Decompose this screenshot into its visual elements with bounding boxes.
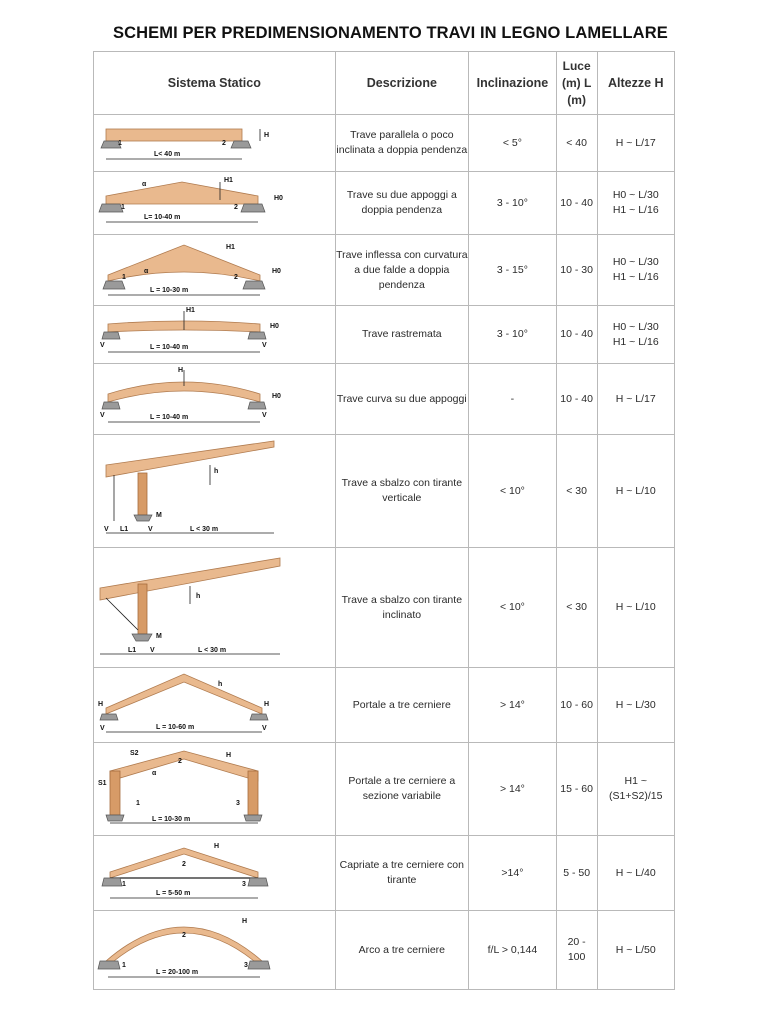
cell-altezze: H0 ~ L/30 H1 ~ L/16 (597, 172, 675, 235)
table-row (94, 115, 675, 172)
cell-descrizione: Trave rastremata (335, 306, 469, 364)
label-h: H (178, 367, 184, 374)
label-h1: H1 (186, 307, 195, 314)
scheme-curved-double-pitch-beam (94, 235, 336, 306)
scheme-diagram (94, 364, 331, 434)
cell-luce: 5 - 50 (556, 836, 597, 911)
label-v-left: V (104, 526, 109, 533)
cell-altezze: H0 ~ L/30 H1 ~ L/16 (597, 306, 675, 364)
label-span: L = 5-50 m (156, 890, 191, 897)
label-support-1: 1 (136, 800, 140, 807)
scheme-diagram (94, 668, 331, 742)
label-s1: S1 (98, 780, 107, 787)
label-l1: L1 (120, 526, 129, 533)
label-h: H (242, 918, 248, 925)
scheme-three-hinged-arch (94, 911, 336, 990)
page-title: SCHEMI PER PREDIMENSIONAMENTO TRAVI IN LEGNO LAMELLARE (113, 24, 668, 42)
label-m: M (156, 512, 162, 519)
cell-luce: < 30 (556, 548, 597, 668)
label-span: L = 10-60 m (156, 724, 195, 731)
label-v-right: V (262, 412, 267, 419)
label-support-1: 1 (122, 881, 126, 888)
label-h1: H1 (226, 244, 235, 251)
table-header-row (94, 52, 675, 115)
scheme-diagram (94, 548, 331, 667)
label-h-left: H (98, 701, 104, 708)
label-h0: H0 (272, 268, 281, 275)
cell-luce: 15 - 60 (556, 743, 597, 836)
scheme-cantilever-vertical-tie (94, 435, 336, 548)
header-luce: Luce (m) L (m) (556, 52, 597, 115)
label-h: h (214, 468, 219, 475)
scheme-diagram (94, 172, 331, 234)
label-span: L = 10-30 m (150, 287, 189, 294)
label-h: H (214, 843, 220, 850)
table-row (94, 435, 675, 548)
beam-schemes-table (93, 51, 675, 990)
cell-luce: 10 - 40 (556, 306, 597, 364)
label-h-right: H (264, 701, 270, 708)
cell-descrizione: Portale a tre cerniere a sezione variabile (335, 743, 469, 836)
scheme-diagram (94, 235, 331, 305)
scheme-double-pitch-beam (94, 172, 336, 235)
label-support-2: 2 (234, 274, 238, 281)
cell-descrizione: Portale a tre cerniere (335, 668, 469, 743)
scheme-cantilever-inclined-tie (94, 548, 336, 668)
cell-descrizione: Trave parallela o poco inclinata a doppia pendenza (335, 115, 469, 172)
label-span: L < 30 m (198, 647, 227, 654)
scheme-truss-with-tie (94, 836, 336, 911)
cell-inclinazione: 3 - 10° (469, 306, 557, 364)
cell-inclinazione: 3 - 15° (469, 235, 557, 306)
cell-altezze: H ~ L/50 (597, 911, 675, 990)
label-h1: H1 (224, 177, 233, 184)
scheme-variable-section-portal (94, 743, 336, 836)
label-angle: α (152, 770, 157, 777)
cell-altezze: H0 ~ L/30 H1 ~ L/16 (597, 235, 675, 306)
cell-luce: 10 - 30 (556, 235, 597, 306)
label-span: L = 10-40 m (150, 344, 189, 351)
label-l1: L1 (128, 647, 137, 654)
label-height: H (264, 132, 270, 139)
label-h0: H0 (270, 323, 279, 330)
label-support-1: 1 (122, 962, 126, 969)
label-h: h (196, 593, 201, 600)
label-v-left: V (100, 725, 105, 732)
table-row (94, 235, 675, 306)
label-s2: S2 (130, 750, 139, 757)
cell-luce: 20 - 100 (556, 911, 597, 990)
scheme-diagram (94, 115, 331, 171)
cell-inclinazione: < 5° (469, 115, 557, 172)
cell-luce: 10 - 40 (556, 364, 597, 435)
label-h-section: h (218, 681, 223, 688)
header-altezze: Altezze H (597, 52, 675, 115)
label-span: L = 10-30 m (152, 816, 191, 823)
cell-altezze: H ~ L/10 (597, 548, 675, 668)
label-support-1: 1 (122, 274, 126, 281)
table-row (94, 836, 675, 911)
label-h0: H0 (272, 393, 281, 400)
label-angle: α (144, 268, 149, 275)
label-m: M (156, 633, 162, 640)
cell-luce: < 40 (556, 115, 597, 172)
label-v-right: V (262, 725, 267, 732)
label-h0: H0 (274, 195, 283, 202)
scheme-tapered-beam (94, 306, 336, 364)
cell-altezze: H ~ L/10 (597, 435, 675, 548)
cell-descrizione: Trave su due appoggi a doppia pendenza (335, 172, 469, 235)
label-v-right: V (262, 342, 267, 349)
scheme-parallel-beam (94, 115, 336, 172)
cell-altezze: H ~ L/17 (597, 364, 675, 435)
label-v-left: V (100, 342, 105, 349)
label-support-2: 2 (222, 140, 226, 147)
cell-inclinazione: f/L > 0,144 (469, 911, 557, 990)
cell-descrizione: Trave curva su due appoggi (335, 364, 469, 435)
label-span: L < 30 m (190, 526, 219, 533)
cell-descrizione: Trave inflessa con curvatura a due falde a doppia pendenza (335, 235, 469, 306)
table-row (94, 306, 675, 364)
cell-inclinazione: < 10° (469, 435, 557, 548)
table-row (94, 911, 675, 990)
label-span: L= 10-40 m (144, 214, 181, 221)
scheme-diagram (94, 435, 331, 547)
label-v-right: V (148, 526, 153, 533)
label-hinge-2: 2 (178, 758, 182, 765)
label-h: H (226, 752, 232, 759)
label-v-left: V (100, 412, 105, 419)
cell-inclinazione: < 10° (469, 548, 557, 668)
cell-inclinazione: >14° (469, 836, 557, 911)
label-support-1: 1 (121, 204, 125, 211)
table-row (94, 548, 675, 668)
label-support-3: 3 (244, 962, 248, 969)
scheme-three-hinged-portal (94, 668, 336, 743)
label-span: L< 40 m (154, 151, 181, 158)
cell-descrizione: Capriate a tre cerniere con tirante (335, 836, 469, 911)
label-support-1: 1 (118, 140, 122, 147)
header-descrizione: Descrizione (335, 52, 469, 115)
cell-inclinazione: > 14° (469, 668, 557, 743)
scheme-curved-beam (94, 364, 336, 435)
label-hinge-2: 2 (182, 861, 186, 868)
scheme-diagram (94, 836, 331, 910)
label-span: L = 20-100 m (156, 969, 199, 976)
cell-altezze: H1 ~ (S1+S2)/15 (597, 743, 675, 836)
scheme-diagram (94, 911, 331, 989)
table-row (94, 668, 675, 743)
cell-inclinazione: - (469, 364, 557, 435)
label-span: L = 10-40 m (150, 414, 189, 421)
cell-altezze: H ~ L/30 (597, 668, 675, 743)
scheme-diagram (94, 306, 331, 363)
cell-altezze: H ~ L/17 (597, 115, 675, 172)
cell-descrizione: Arco a tre cerniere (335, 911, 469, 990)
cell-altezze: H ~ L/40 (597, 836, 675, 911)
cell-inclinazione: > 14° (469, 743, 557, 836)
cell-descrizione: Trave a sbalzo con tirante inclinato (335, 548, 469, 668)
cell-luce: < 30 (556, 435, 597, 548)
cell-luce: 10 - 60 (556, 668, 597, 743)
cell-inclinazione: 3 - 10° (469, 172, 557, 235)
label-support-3: 3 (242, 881, 246, 888)
table-row (94, 172, 675, 235)
label-angle: α (142, 181, 147, 188)
table-row (94, 364, 675, 435)
label-support-2: 2 (234, 204, 238, 211)
label-support-3: 3 (236, 800, 240, 807)
label-v: V (150, 647, 155, 654)
cell-luce: 10 - 40 (556, 172, 597, 235)
header-sistema-statico: Sistema Statico (94, 52, 336, 115)
label-hinge-2: 2 (182, 932, 186, 939)
cell-descrizione: Trave a sbalzo con tirante verticale (335, 435, 469, 548)
table-row (94, 743, 675, 836)
scheme-diagram (94, 743, 331, 835)
header-inclinazione: Inclinazione (469, 52, 557, 115)
